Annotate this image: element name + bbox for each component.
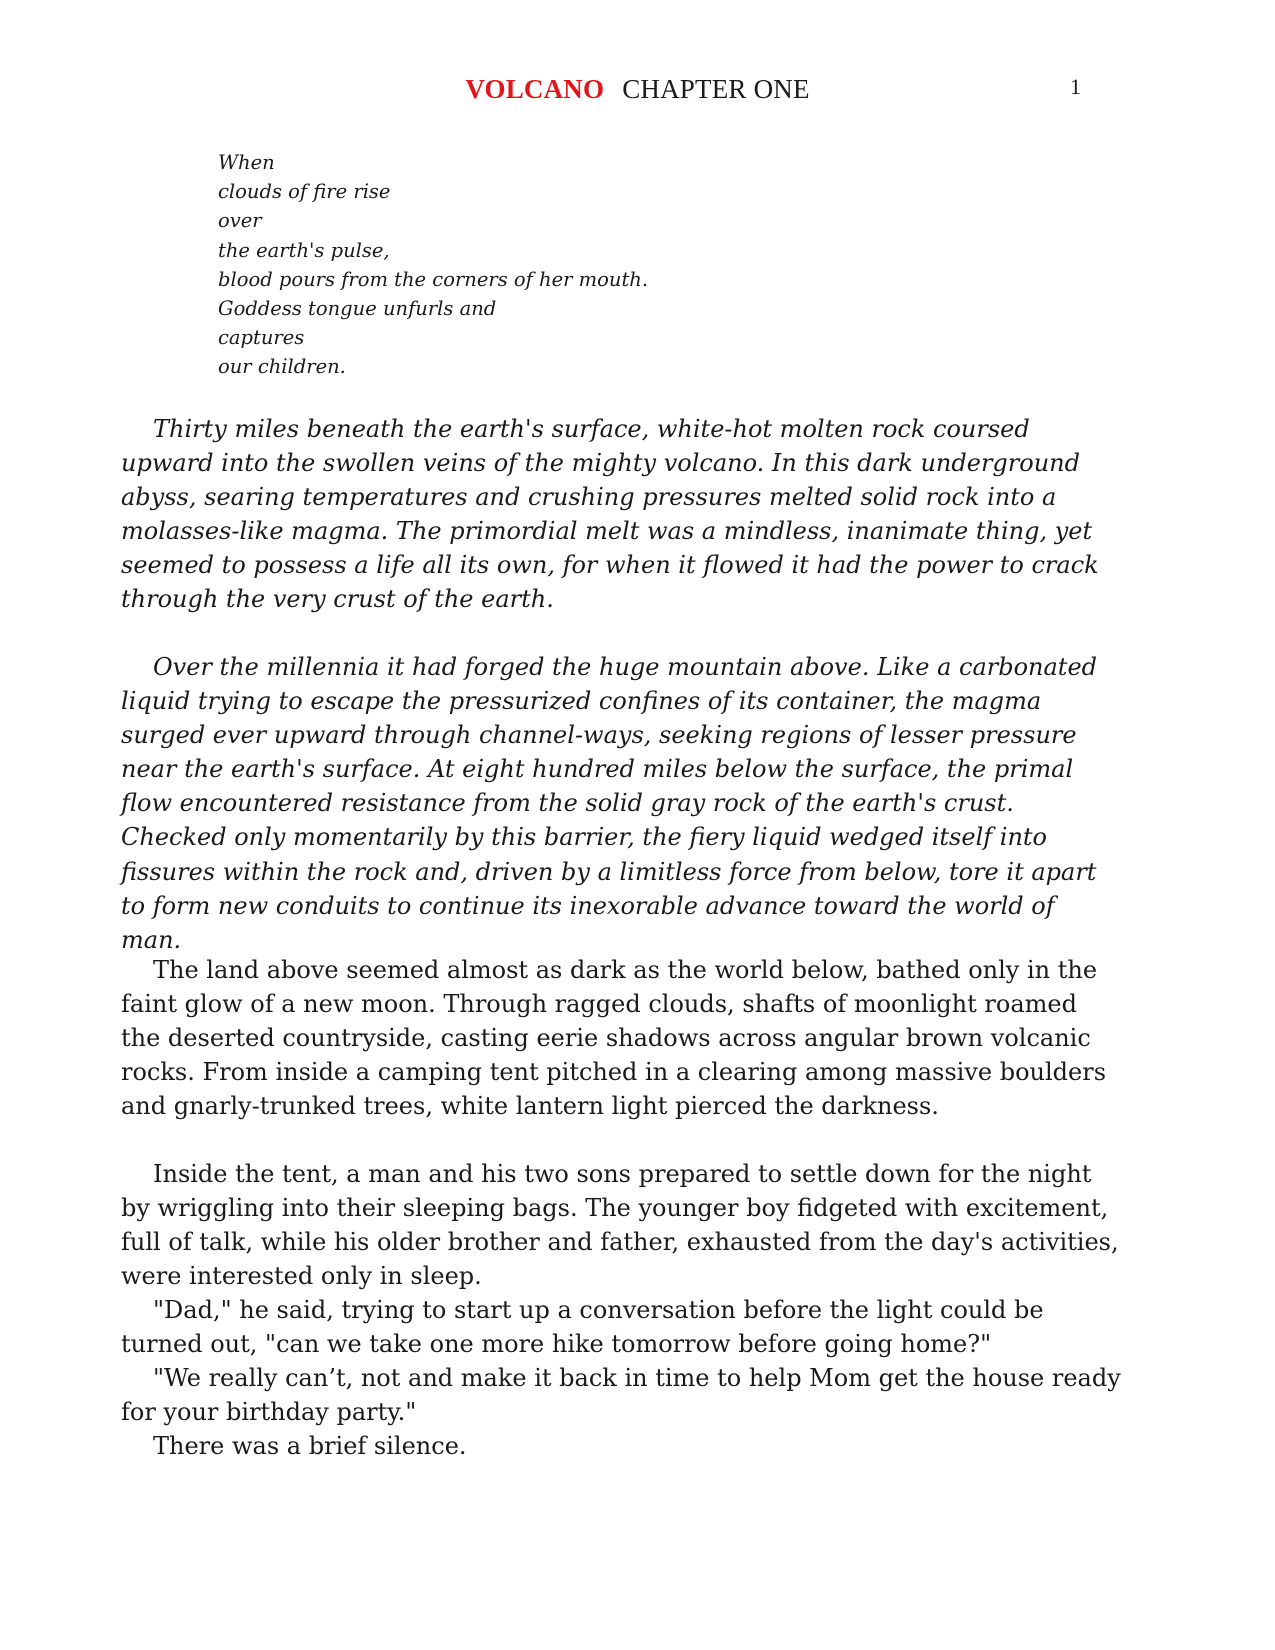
poem-line: our children. <box>218 355 346 379</box>
body-paragraph: Inside the tent, a man and his two sons prepared to settle down for the night by wriggling into their sleeping bags. The younger boy fidgeted with excitement, full of talk, while his older brother and father, exhausted from the day's activities, were interested only in sleep. <box>121 1160 1119 1291</box>
page-number: 1 <box>1070 74 1081 99</box>
poem-line: the earth's pulse, <box>218 238 390 262</box>
body-paragraph: Over the millennia it had forged the huge mountain above. Like a carbonated liquid trying to escape the pressurized confines of its container, the magma surged ever upward through channel-ways, seeking regions of lesser pressure near the earth's surface. At eight hundred miles below the surface, the primal flow encountered resistance from the solid gray rock of the earth's crust. Checked only momentarily by this barrier, the fiery liquid wedged itself into fissures within the rock and, driven by a limitless force from below, tore it apart to form new conduits to continue its inexorable advance toward the world of man. <box>121 653 1098 954</box>
poem-line: Goddess tongue unfurls and <box>218 297 497 321</box>
poem-line: When <box>218 151 275 174</box>
poem-line: blood pours from the corners of her mouth. <box>218 267 649 291</box>
running-header <box>0 74 1275 105</box>
poem-line: captures <box>218 326 305 350</box>
chapter-heading: CHAPTER ONE <box>622 74 810 104</box>
book-title: VOLCANO <box>465 74 605 104</box>
body-paragraph: The land above seemed almost as dark as the world below, bathed only in the faint glow of a new moon. Through ragged clouds, shafts of moonlight roamed the deserted countryside, casting eerie shadows across angular brown volcanic rocks. From inside a camping tent pitched in a clearing among massive boulders and gnarly-trunked trees, white lantern light pierced the darkness. <box>121 956 1107 1121</box>
dialogue-paragraph: "Dad," he said, trying to start up a conversation before the light could be turned out, "can we take one more hike tomorrow before going home?" <box>121 1296 1044 1359</box>
dialogue-paragraph: "We really can’t, not and make it back in time to help Mom get the house ready for your birthday party." <box>121 1364 1121 1427</box>
epigraph-poem <box>218 148 648 382</box>
poem-line: clouds of fire rise <box>218 180 391 204</box>
poem-line: over <box>218 209 262 233</box>
body-paragraph: There was a brief silence. <box>153 1432 467 1460</box>
body-paragraph: Thirty miles beneath the earth's surface, white-hot molten rock coursed upward into the swollen veins of the mighty volcano. In this dark underground abyss, searing temperatures and crushing pressures melted solid rock into a molasses-like magma. The primordial melt was a mindless, inanimate thing, yet seemed to possess a life all its own, for when it flowed it had the power to crack through the very crust of the earth. <box>121 415 1099 614</box>
